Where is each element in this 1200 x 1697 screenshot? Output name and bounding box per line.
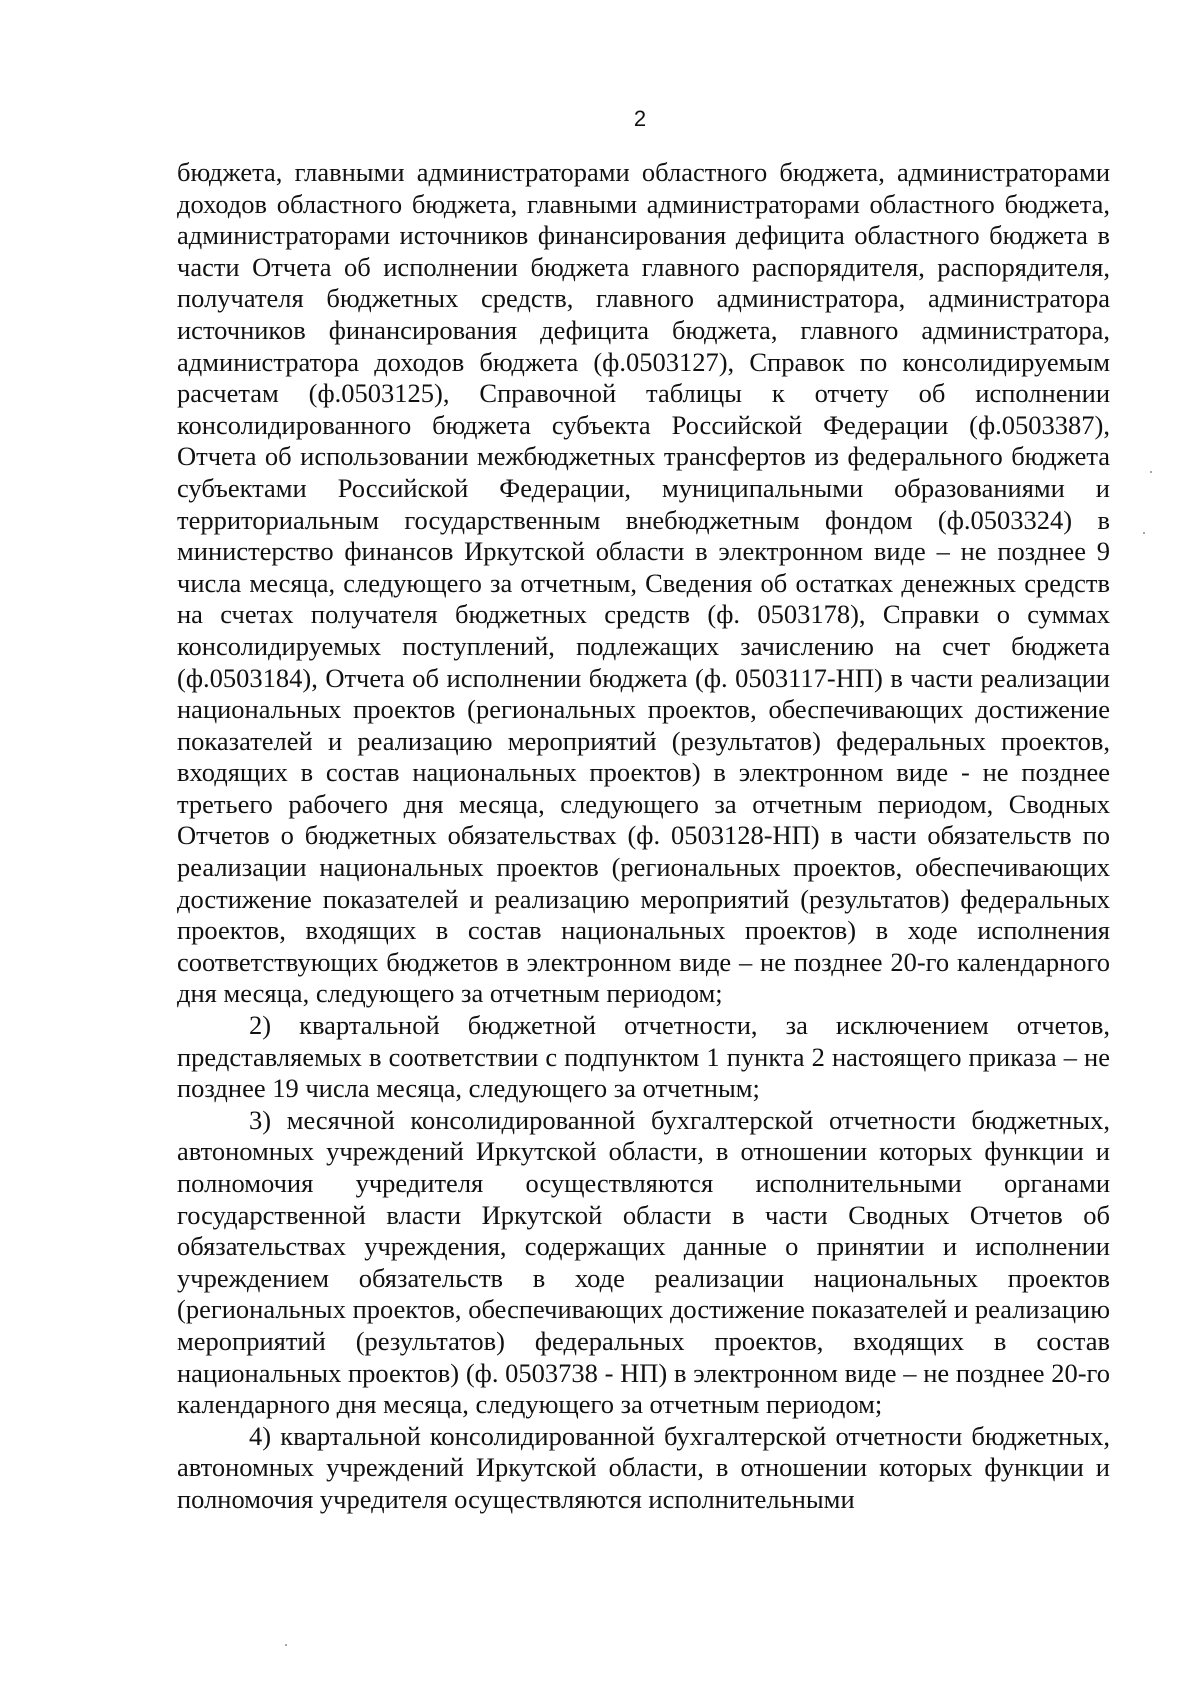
paragraph-item-3: 3) месячной консолидированной бухгалтерской отчетности бюджетных, автономных учреждений Иркутской области, в отношении которых функции и полномочия учредителя осуществляются исполнительными органами государственной власти Иркутской области в части Сводных Отчетов об обязательствах учреждения, содержащих данные о принятии и исполнении учреждением обязательств в ходе реализации национальных проектов (региональных проектов, обеспечивающих достижение показателей и реализацию мероприятий (результатов) федеральных проектов, входящих в состав национальных проектов) (ф. 0503738 - НП) в электронном виде – не позднее 20-го календарного дня месяца, следующего за отчетным периодом; — [177, 1104, 1110, 1420]
paragraph-item-4: 4) квартальной консолидированной бухгалтерской отчетности бюджетных, автономных учреждений Иркутской области, в отношении которых функции и полномочия учредителя осуществляются исполнительными — [177, 1420, 1110, 1514]
scan-speck — [285, 1644, 287, 1646]
scan-speck — [1143, 532, 1145, 534]
page-number: 2 — [633, 106, 647, 131]
paragraph-item-2: 2) квартальной бюджетной отчетности, за исключением отчетов, представляемых в соответствии с подпунктом 1 пункта 2 настоящего приказа – не позднее 19 числа месяца, следующего за отчетным; — [177, 1010, 1110, 1104]
document-body — [177, 157, 1110, 1516]
scan-speck — [1150, 471, 1152, 473]
paragraph-continuation: бюджета, главными администраторами областного бюджета, администраторами доходов областного бюджета, главными администраторами областного бюджета, администраторами источников финансирования дефицита областного бюджета в части Отчета об исполнении бюджета главного распорядителя, распорядителя, получателя бюджетных средств, главного администратора, администратора источников финансирования дефицита бюджета, главного администратора, администратора доходов бюджета (ф.0503127), Справок по консолидируемым расчетам (ф.0503125), Справочной таблицы к отчету об исполнении консолидированного бюджета субъекта Российской Федерации (ф.0503387), Отчета об использовании межбюджетных трансфертов из федерального бюджета субъектами Российской Федерации, муниципальными образованиями и территориальным государственным внебюджетным фондом (ф.0503324) в министерство финансов Иркутской области в электронном виде – не позднее 9 числа месяца, следующего за отчетным, Сведения об остатках денежных средств на счетах получателя бюджетных средств (ф. 0503178), Справки о суммах консолидируемых поступлений, подлежащих зачислению на счет бюджета (ф.0503184), Отчета об исполнении бюджета (ф. 0503117-НП) в части реализации национальных проектов (региональных проектов, обеспечивающих достижение показателей и реализацию мероприятий (результатов) федеральных проектов, входящих в состав национальных проектов) в электронном виде - не позднее третьего рабочего дня месяца, следующего за отчетным периодом, Сводных Отчетов о бюджетных обязательствах (ф. 0503128-НП) в части обязательств по реализации национальных проектов (региональных проектов, обеспечивающих достижение показателей и реализацию мероприятий (результатов) федеральных проектов, входящих в состав национальных проектов) в ходе исполнения соответствующих бюджетов в электронном виде – не позднее 20-го календарного дня месяца, следующего за отчетным периодом; — [177, 157, 1110, 1009]
